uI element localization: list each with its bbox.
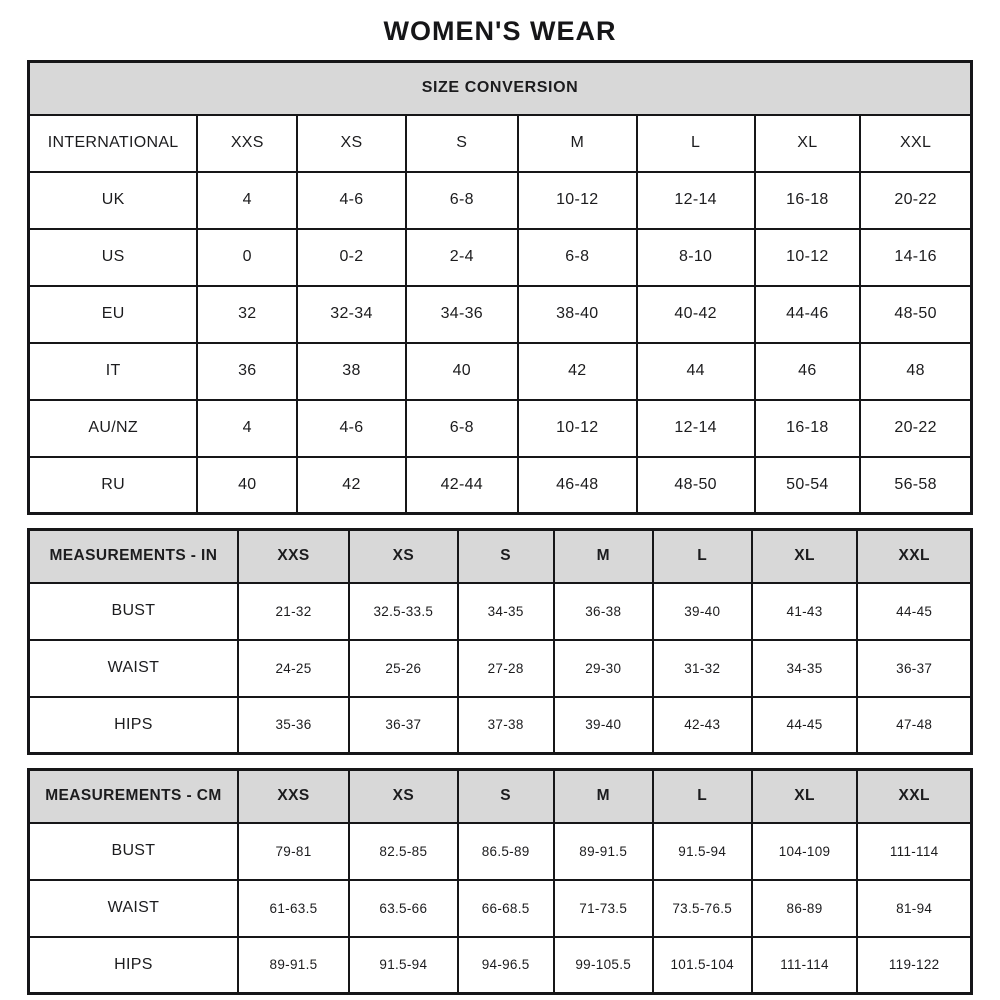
row-label-hips: HIPS (29, 697, 238, 754)
value-cell: 4 (197, 400, 297, 457)
column-header-s: S (406, 115, 518, 172)
table-row-uk (29, 172, 972, 229)
value-cell: 6-8 (406, 172, 518, 229)
value-cell: 12-14 (637, 172, 755, 229)
row-label-uk: UK (29, 172, 198, 229)
size-header-l: L (653, 530, 752, 583)
size-header-xxs: XXS (238, 530, 349, 583)
value-cell: 39-40 (653, 583, 752, 640)
value-cell: 44 (637, 343, 755, 400)
value-cell: 91.5-94 (653, 823, 752, 880)
value-cell: 63.5-66 (349, 880, 457, 937)
value-cell: 10-12 (518, 400, 637, 457)
size-conversion-table (27, 60, 973, 515)
size-header-s: S (458, 530, 554, 583)
row-label-us: US (29, 229, 198, 286)
row-label-hips: HIPS (29, 937, 238, 994)
column-header-xxl: XXL (860, 115, 971, 172)
value-cell: 32.5-33.5 (349, 583, 457, 640)
row-label-bust: BUST (29, 823, 238, 880)
value-cell: 40 (197, 457, 297, 514)
size-header-xxs: XXS (238, 770, 349, 823)
value-cell: 0 (197, 229, 297, 286)
row-label-ru: RU (29, 457, 198, 514)
value-cell: 38-40 (518, 286, 637, 343)
value-cell: 38 (297, 343, 405, 400)
value-cell: 79-81 (238, 823, 349, 880)
size-header-l: L (653, 770, 752, 823)
value-cell: 44-46 (755, 286, 861, 343)
value-cell: 32 (197, 286, 297, 343)
table-row-hips-in (29, 697, 972, 754)
value-cell: 34-35 (752, 640, 858, 697)
row-label-aunz: AU/NZ (29, 400, 198, 457)
value-cell: 86-89 (752, 880, 858, 937)
value-cell: 81-94 (857, 880, 971, 937)
table-row-ru (29, 457, 972, 514)
value-cell: 89-91.5 (554, 823, 653, 880)
column-header-m: M (518, 115, 637, 172)
value-cell: 37-38 (458, 697, 554, 754)
value-cell: 35-36 (238, 697, 349, 754)
value-cell: 32-34 (297, 286, 405, 343)
value-cell: 48-50 (637, 457, 755, 514)
size-header-xxl: XXL (857, 770, 971, 823)
value-cell: 86.5-89 (458, 823, 554, 880)
table-row-aunz (29, 400, 972, 457)
value-cell: 16-18 (755, 400, 861, 457)
value-cell: 34-36 (406, 286, 518, 343)
value-cell: 41-43 (752, 583, 858, 640)
value-cell: 73.5-76.5 (653, 880, 752, 937)
value-cell: 0-2 (297, 229, 405, 286)
value-cell: 20-22 (860, 400, 971, 457)
value-cell: 44-45 (752, 697, 858, 754)
value-cell: 12-14 (637, 400, 755, 457)
value-cell: 48 (860, 343, 971, 400)
value-cell: 36 (197, 343, 297, 400)
measurements-cm-table (27, 768, 973, 995)
measurements-in-title: MEASUREMENTS - IN (29, 530, 238, 583)
row-label-waist: WAIST (29, 880, 238, 937)
column-header-row (29, 115, 972, 172)
column-header-xl: XL (755, 115, 861, 172)
measurements-in-table (27, 528, 973, 755)
value-cell: 8-10 (637, 229, 755, 286)
value-cell: 25-26 (349, 640, 457, 697)
table-row-eu (29, 286, 972, 343)
table-row-hips-cm (29, 937, 972, 994)
value-cell: 42 (297, 457, 405, 514)
value-cell: 31-32 (653, 640, 752, 697)
value-cell: 36-38 (554, 583, 653, 640)
value-cell: 4 (197, 172, 297, 229)
value-cell: 27-28 (458, 640, 554, 697)
column-header-l: L (637, 115, 755, 172)
value-cell: 101.5-104 (653, 937, 752, 994)
value-cell: 42 (518, 343, 637, 400)
row-label-bust: BUST (29, 583, 238, 640)
value-cell: 4-6 (297, 400, 405, 457)
value-cell: 47-48 (857, 697, 971, 754)
value-cell: 50-54 (755, 457, 861, 514)
value-cell: 66-68.5 (458, 880, 554, 937)
value-cell: 44-45 (857, 583, 971, 640)
size-header-xl: XL (752, 530, 858, 583)
value-cell: 82.5-85 (349, 823, 457, 880)
measurements-cm-header-row (29, 770, 972, 823)
value-cell: 14-16 (860, 229, 971, 286)
table-row-bust-cm (29, 823, 972, 880)
value-cell: 46-48 (518, 457, 637, 514)
page-title: WOMEN'S WEAR (383, 16, 617, 46)
value-cell: 21-32 (238, 583, 349, 640)
size-header-xl: XL (752, 770, 858, 823)
value-cell: 20-22 (860, 172, 971, 229)
value-cell: 24-25 (238, 640, 349, 697)
table-row-us (29, 229, 972, 286)
value-cell: 48-50 (860, 286, 971, 343)
value-cell: 6-8 (406, 400, 518, 457)
value-cell: 119-122 (857, 937, 971, 994)
value-cell: 111-114 (857, 823, 971, 880)
value-cell: 42-44 (406, 457, 518, 514)
value-cell: 104-109 (752, 823, 858, 880)
value-cell: 4-6 (297, 172, 405, 229)
size-header-m: M (554, 770, 653, 823)
value-cell: 29-30 (554, 640, 653, 697)
value-cell: 56-58 (860, 457, 971, 514)
column-header-xxs: XXS (197, 115, 297, 172)
value-cell: 34-35 (458, 583, 554, 640)
size-header-xs: XS (349, 530, 457, 583)
value-cell: 91.5-94 (349, 937, 457, 994)
table-row-bust-in (29, 583, 972, 640)
value-cell: 16-18 (755, 172, 861, 229)
value-cell: 40-42 (637, 286, 755, 343)
size-header-xxl: XXL (857, 530, 971, 583)
value-cell: 42-43 (653, 697, 752, 754)
row-label-it: IT (29, 343, 198, 400)
value-cell: 2-4 (406, 229, 518, 286)
measurements-cm-title: MEASUREMENTS - CM (29, 770, 238, 823)
value-cell: 111-114 (752, 937, 858, 994)
value-cell: 40 (406, 343, 518, 400)
size-conversion-title: SIZE CONVERSION (29, 62, 972, 115)
column-header-xs: XS (297, 115, 405, 172)
table-row-waist-in (29, 640, 972, 697)
table-title-row (29, 62, 972, 115)
value-cell: 61-63.5 (238, 880, 349, 937)
value-cell: 10-12 (518, 172, 637, 229)
value-cell: 36-37 (857, 640, 971, 697)
table-row-it (29, 343, 972, 400)
value-cell: 71-73.5 (554, 880, 653, 937)
value-cell: 36-37 (349, 697, 457, 754)
value-cell: 10-12 (755, 229, 861, 286)
measurements-in-header-row (29, 530, 972, 583)
value-cell: 94-96.5 (458, 937, 554, 994)
table-row-waist-cm (29, 880, 972, 937)
value-cell: 99-105.5 (554, 937, 653, 994)
column-header-international: INTERNATIONAL (29, 115, 198, 172)
size-header-xs: XS (349, 770, 457, 823)
row-label-waist: WAIST (29, 640, 238, 697)
row-label-eu: EU (29, 286, 198, 343)
size-header-s: S (458, 770, 554, 823)
value-cell: 89-91.5 (238, 937, 349, 994)
value-cell: 6-8 (518, 229, 637, 286)
value-cell: 39-40 (554, 697, 653, 754)
size-header-m: M (554, 530, 653, 583)
value-cell: 46 (755, 343, 861, 400)
